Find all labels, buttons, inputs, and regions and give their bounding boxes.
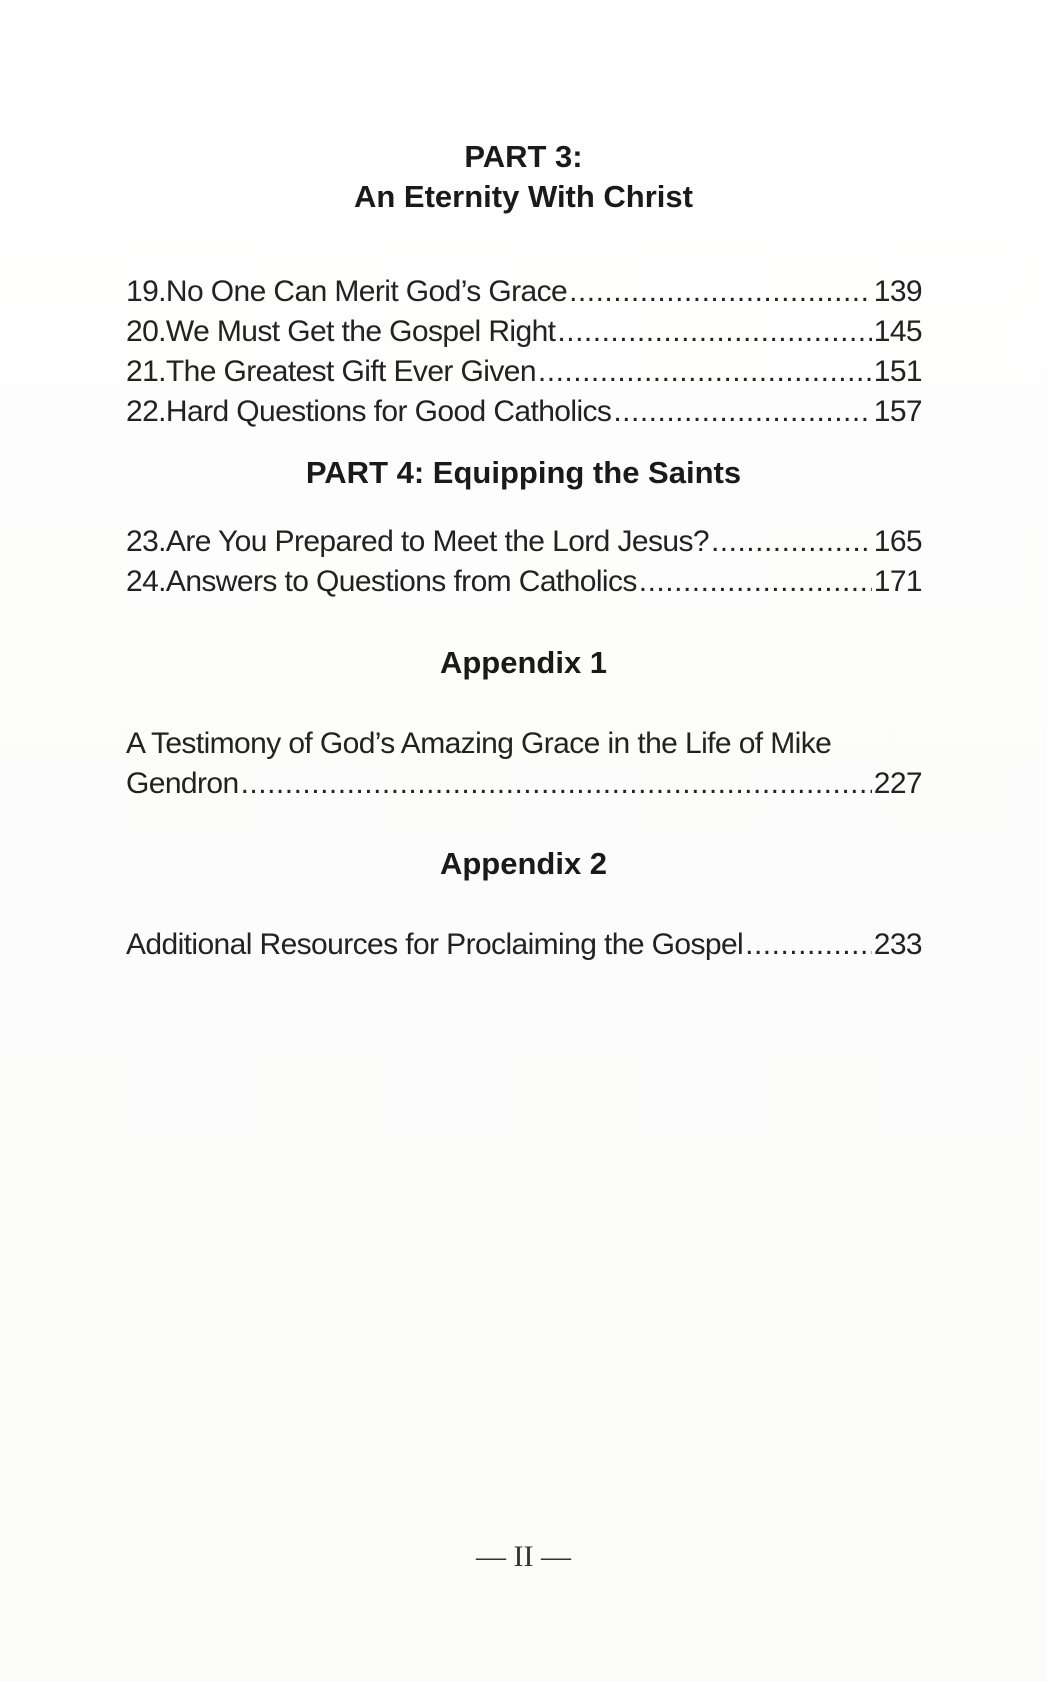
part3-entries bbox=[126, 272, 922, 432]
part3-heading bbox=[0, 137, 1047, 217]
toc-entry[interactable] bbox=[126, 312, 922, 352]
toc-entry-page: 145 bbox=[873, 315, 922, 348]
toc-entry[interactable] bbox=[126, 272, 922, 312]
dot-leader bbox=[569, 272, 872, 312]
dot-leader bbox=[711, 522, 872, 562]
dot-leader bbox=[557, 312, 871, 352]
toc-entry-number: 20. bbox=[126, 315, 166, 348]
toc-entry-title: Answers to Questions from Catholics bbox=[165, 565, 637, 598]
appendix1-title-line1: A Testimony of God’s Amazing Grace in the Life of Mike bbox=[126, 727, 832, 760]
part3-heading-line2: An Eternity With Christ bbox=[353, 179, 693, 214]
toc-entry-page: 227 bbox=[873, 767, 922, 800]
toc-entry-title: Hard Questions for Good Catholics bbox=[165, 395, 612, 428]
appendix1-heading: Appendix 1 bbox=[439, 645, 608, 680]
appendix1-title-line2: Gendron bbox=[126, 767, 239, 800]
toc-entry[interactable] bbox=[126, 562, 922, 602]
toc-entry bbox=[126, 764, 922, 804]
toc-entry-title: No One Can Merit God’s Grace bbox=[165, 275, 568, 308]
toc-entry-title: Are You Prepared to Meet the Lord Jesus? bbox=[165, 525, 709, 558]
toc-entry-page: 233 bbox=[873, 928, 922, 961]
part4-heading: PART 4: Equipping the Saints bbox=[305, 455, 742, 490]
toc-entry-number: 19. bbox=[126, 275, 166, 308]
dot-leader bbox=[241, 764, 872, 804]
appendix1-entry[interactable] bbox=[126, 724, 922, 804]
toc-entry-page: 139 bbox=[873, 275, 922, 308]
toc-entry-page: 165 bbox=[873, 525, 922, 558]
appendix2-title: Additional Resources for Proclaiming the Gospel bbox=[126, 928, 744, 961]
dot-leader bbox=[613, 392, 871, 432]
toc-entry[interactable] bbox=[126, 392, 922, 432]
toc-entry-number: 22. bbox=[126, 395, 166, 428]
toc-entry-title: We Must Get the Gospel Right bbox=[165, 315, 556, 348]
toc-entry-number: 23. bbox=[126, 525, 166, 558]
toc-entry[interactable] bbox=[126, 522, 922, 562]
page-number: — II — bbox=[476, 1540, 571, 1573]
toc-entry-page: 171 bbox=[873, 565, 922, 598]
toc-entry[interactable] bbox=[126, 352, 922, 392]
part3-heading-line1: PART 3: bbox=[464, 139, 583, 174]
toc-entry bbox=[126, 925, 922, 965]
toc-entry-number: 21. bbox=[126, 355, 166, 388]
dot-leader bbox=[538, 352, 872, 392]
toc-entry-number: 24. bbox=[126, 565, 166, 598]
toc-entry-page: 157 bbox=[873, 395, 922, 428]
appendix2-entry[interactable] bbox=[126, 925, 922, 965]
dot-leader bbox=[745, 925, 872, 965]
part4-entries bbox=[126, 522, 922, 602]
toc-entry-title: The Greatest Gift Ever Given bbox=[165, 355, 536, 388]
dot-leader bbox=[639, 562, 872, 602]
appendix2-heading: Appendix 2 bbox=[439, 846, 608, 881]
toc-entry-page: 151 bbox=[873, 355, 922, 388]
